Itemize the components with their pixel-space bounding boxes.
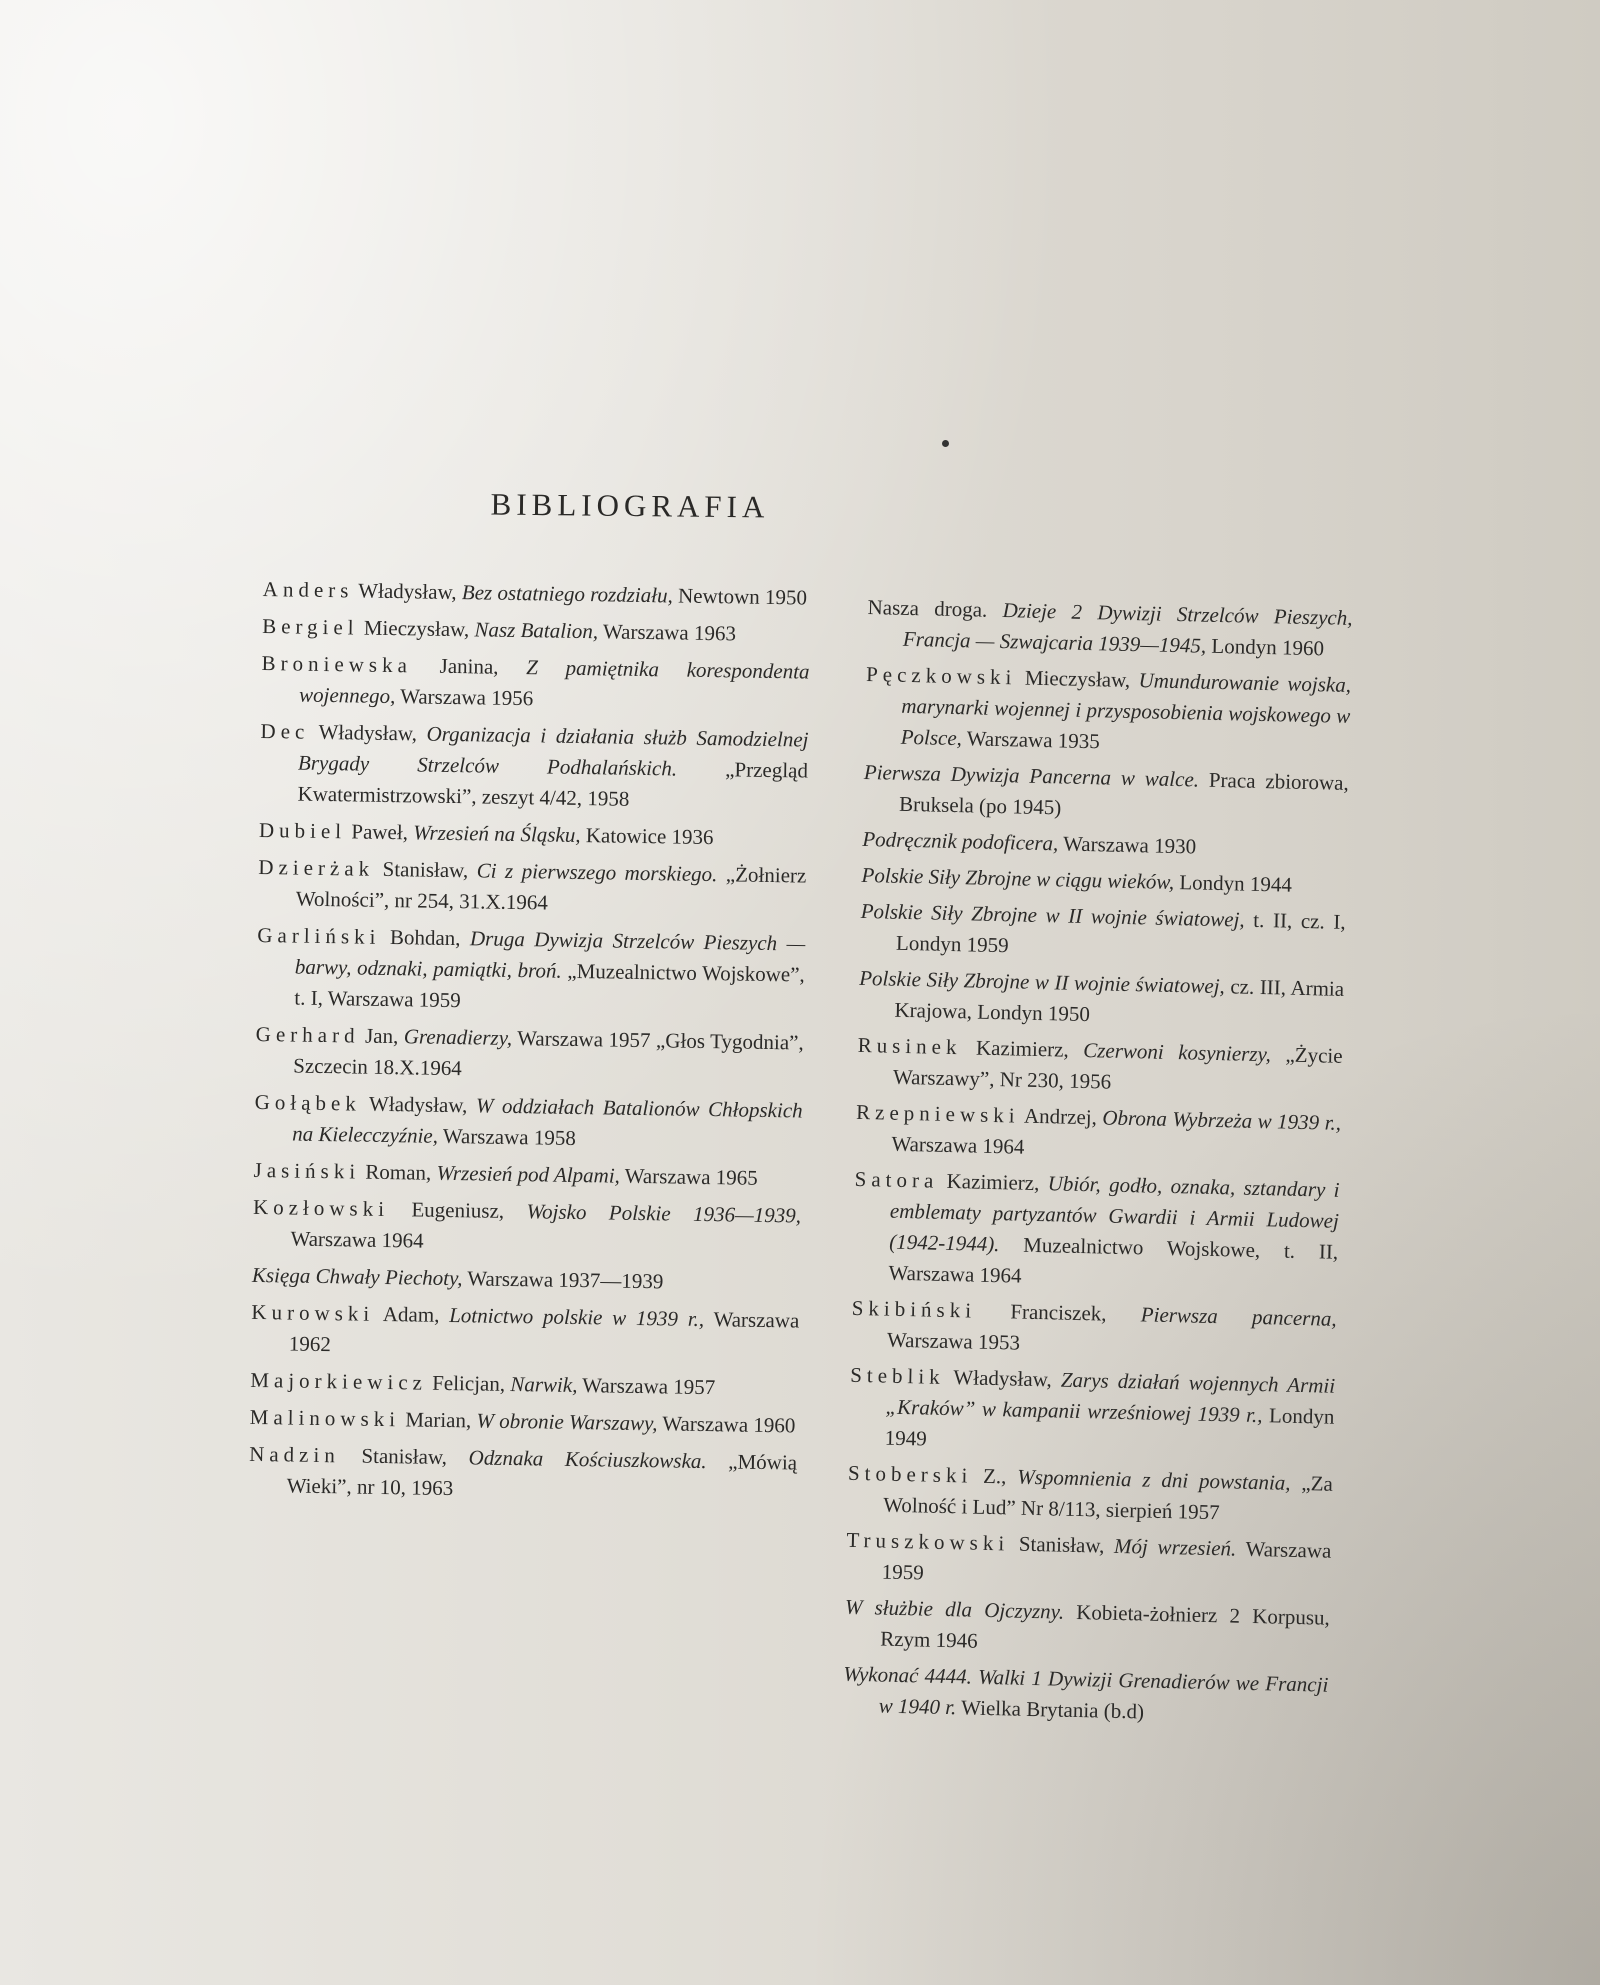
bibliography-entry	[848, 1360, 1335, 1464]
page-dot-ornament	[942, 440, 949, 447]
entry-details: Warszawa 1935	[961, 726, 1101, 754]
entry-details: Warszawa 1963	[597, 619, 737, 646]
entry-title: Odznaka Kościuszkowska.	[468, 1445, 707, 1474]
entry-author: Stoberski	[847, 1460, 973, 1488]
entry-details: „Mówią Wieki”, nr 10, 1963	[286, 1449, 798, 1501]
entry-details: Katowice 1936	[580, 823, 714, 850]
entry-text: Stanisław,	[373, 856, 477, 883]
entry-details: Warszawa 1959	[881, 1536, 1332, 1585]
entry-title: Organizacja i działania służb Samodzielnej Brygady Strzelców Podhalańskich.	[297, 721, 809, 781]
entry-title: Lotnictwo polskie w 1939 r.,	[449, 1303, 705, 1332]
bibliography-entry	[261, 648, 810, 719]
bibliography-entry	[844, 1592, 1330, 1665]
bibliography-entry	[252, 1192, 801, 1263]
bibliography-entry	[864, 659, 1351, 763]
entry-details: „Życie Warszawy”, Nr 230, 1956	[892, 1042, 1343, 1094]
entry-author: Pęczkowski	[865, 661, 1017, 690]
entry-author: Anders	[262, 576, 354, 603]
entry-author: Gerhard	[255, 1021, 360, 1048]
entry-title: Z pamiętnika korespondenta wojennego,	[298, 655, 810, 709]
entry-title: Zarys działań wojennych Armii „Kraków” w kampanii wrześniowej 1939 r.,	[885, 1367, 1336, 1428]
entry-title: W służbie dla Ojczyzny.	[844, 1594, 1065, 1624]
entry-title: Bez ostatniego rozdziału,	[461, 580, 674, 608]
bibliography-entry	[855, 1097, 1341, 1170]
bibliography-entry	[863, 757, 1349, 830]
entry-title: Wspomnienia z dni powstania,	[1017, 1464, 1291, 1495]
entry-author: Broniewska	[261, 650, 413, 678]
entry-details: „Za Wolność i Lud” Nr 8/113, sierpień 1957	[883, 1470, 1334, 1525]
entry-title: Obrona Wybrzeża w 1939 r.,	[1102, 1105, 1342, 1135]
bibliography-entry	[252, 1260, 800, 1300]
entry-details: t. II, cz. I, Londyn 1959	[895, 907, 1346, 958]
entry-text: Z.,	[972, 1463, 1018, 1489]
bibliography-entry	[867, 592, 1353, 665]
bibliography-entry	[858, 963, 1344, 1036]
bibliography-entry	[861, 860, 1347, 902]
bibliography-right-column	[842, 592, 1353, 1737]
entry-author: Steblik	[849, 1362, 945, 1389]
entry-author: Garliński	[257, 922, 381, 949]
entry-author: Dec	[260, 718, 310, 744]
entry-title: Polskie Siły Zbrojne w ciągu wieków,	[861, 862, 1175, 895]
bibliography-entry	[254, 1087, 803, 1158]
bibliography-entry	[248, 1439, 797, 1510]
entry-details: Warszawa 1957 „Głos Tygodnia”, Szczecin 18.X.1964	[293, 1025, 804, 1081]
entry-text: Stanisław,	[339, 1443, 469, 1470]
entry-details: Kobieta-żołnierz 2 Korpusu, Rzym 1946	[879, 1599, 1331, 1653]
entry-author: Kozłowski	[252, 1194, 390, 1222]
entry-text: Marian,	[399, 1407, 477, 1433]
entry-text: Mieczysław,	[358, 615, 475, 642]
entry-text: Paweł,	[345, 819, 414, 845]
page-title: BIBLIOGRAFIA	[490, 486, 770, 525]
entry-author: Dubiel	[258, 817, 347, 844]
entry-author: Rusinek	[857, 1032, 962, 1060]
bibliography-entry	[262, 611, 810, 651]
entry-author: Satora	[854, 1166, 939, 1193]
entry-details: Warszawa 1964	[891, 1131, 1025, 1159]
bibliography-left-column	[248, 574, 811, 1515]
entry-title: Podręcznik podoficera,	[862, 826, 1059, 856]
bibliography-entry	[857, 1030, 1343, 1103]
bibliography-entry	[251, 1297, 800, 1368]
entry-details: Warszawa 1953	[886, 1327, 1021, 1355]
entry-title: Czerwoni kosynierzy,	[1082, 1038, 1272, 1067]
entry-details: Londyn 1949	[884, 1403, 1335, 1451]
entry-text: Mieczysław,	[1016, 665, 1139, 693]
entry-details: „Przegląd Kwatermistrzowski”, zeszyt 4/42, 1958	[297, 756, 809, 811]
entry-title: Druga Dywizja Strzelców Pieszych — barwy, odznaki, pamiątki, broń.	[294, 926, 806, 983]
bibliography-entry	[862, 824, 1348, 866]
entry-text: Andrzej,	[1019, 1103, 1103, 1130]
entry-text: Felicjan,	[426, 1370, 511, 1396]
entry-text: Janina,	[411, 653, 527, 680]
bibliography-entry	[258, 852, 807, 923]
entry-title: W oddziałach Batalionów Chłopskich na Kielecczyźnie,	[292, 1093, 803, 1148]
entry-details: „Muzealnictwo Wojskowe”, t. I, Warszawa 1959	[294, 958, 805, 1013]
entry-author: Truszkowski	[846, 1527, 1010, 1556]
entry-details: Warszawa 1965	[619, 1163, 758, 1190]
entry-author: Gołąbek	[254, 1089, 362, 1116]
entry-title: Pierwsza pancerna,	[1140, 1302, 1337, 1331]
entry-text: Nasza droga.	[867, 594, 1003, 623]
entry-details: Warszawa 1964	[290, 1226, 424, 1253]
entry-text: Franciszek,	[975, 1298, 1142, 1327]
bibliography-entry	[259, 716, 808, 818]
bibliography-entry	[845, 1525, 1331, 1598]
entry-title: Wrzesień pod Alpami,	[436, 1160, 621, 1188]
entry-title: Ubiór, godło, oznaka, sztandary i emblematy partyzantów Gwardii i Armii Ludowej (1942-1944).	[888, 1171, 1340, 1257]
entry-author: Jasiński	[253, 1157, 361, 1184]
entry-details: Newtown 1950	[672, 583, 808, 610]
bibliography-entry	[263, 574, 811, 614]
entry-author: Dzierżak	[258, 854, 375, 881]
entry-text: Roman,	[359, 1159, 437, 1185]
entry-title: Wrzesień na Śląsku,	[413, 820, 581, 848]
entry-details: Warszawa 1962	[288, 1307, 800, 1357]
bibliography-entry	[842, 1659, 1328, 1732]
entry-details: Warszawa 1930	[1058, 831, 1197, 859]
entry-title: Polskie Siły Zbrojne w II wojnie światowej,	[858, 965, 1226, 999]
entry-title: Narwik,	[510, 1371, 578, 1398]
entry-details: Muzealnictwo Wojskowe, t. II, Warszawa 1964	[888, 1232, 1339, 1288]
entry-text: Kazimierz,	[961, 1035, 1084, 1062]
entry-details: „Żołnierz Wolności”, nr 254, 31.X.1964	[295, 862, 807, 915]
entry-title: Umundurowanie wojska, marynarki wojennej i przysposobienia wojskowego w Polsce,	[900, 668, 1352, 751]
entry-details: Londyn 1960	[1205, 633, 1325, 661]
bibliography-entry	[250, 1365, 798, 1405]
entry-author: Malinowski	[249, 1404, 401, 1432]
entry-details: cz. III, Armia Krajowa, Londyn 1950	[894, 974, 1345, 1027]
bibliography-entry	[255, 1019, 804, 1090]
entry-title: Pierwsza Dywizja Pancerna w walce.	[863, 759, 1200, 792]
entry-title: Nasz Batalion,	[474, 617, 599, 644]
entry-text: Władysław,	[353, 578, 463, 605]
entry-text: Kazimierz,	[938, 1168, 1048, 1196]
entry-text: Władysław,	[360, 1091, 477, 1118]
entry-details: Wielka Brytania (b.d)	[956, 1695, 1145, 1724]
entry-text: Władysław,	[309, 719, 427, 746]
entry-title: Polskie Siły Zbrojne w II wojnie światowej,	[860, 898, 1245, 932]
entry-title: Wojsko Polskie 1936—1939,	[526, 1199, 802, 1228]
entry-title: Ci z pierwszego morskiego.	[476, 858, 718, 887]
entry-title: Mój wrzesień.	[1113, 1533, 1237, 1561]
entry-details: Praca zbiorowa, Bruksela (po 1945)	[898, 767, 1350, 820]
entry-text: Stanisław,	[1008, 1531, 1115, 1558]
bibliography-entry	[259, 815, 807, 855]
entry-details: Warszawa 1956	[395, 684, 534, 711]
entry-text: Jan,	[359, 1023, 405, 1049]
entry-title: Grenadierzy,	[403, 1024, 513, 1050]
entry-text: Bohdan,	[380, 924, 471, 951]
entry-author: Bergiel	[261, 613, 359, 640]
entry-text: Eugeniusz,	[388, 1197, 527, 1224]
bibliography-entry	[250, 1402, 798, 1442]
entry-text: Władysław,	[944, 1364, 1062, 1392]
bibliography-entry	[852, 1164, 1340, 1299]
bibliography-entry	[851, 1293, 1337, 1366]
bibliography-entry	[256, 920, 805, 1022]
entry-title: W obronie Warszawy,	[476, 1408, 658, 1436]
entry-author: Skibiński	[851, 1295, 977, 1323]
bibliography-entry	[847, 1458, 1333, 1531]
entry-details: Warszawa 1937—1939	[462, 1266, 664, 1294]
entry-author: Nadzin	[248, 1441, 341, 1468]
entry-author: Rzepniewski	[855, 1099, 1020, 1128]
entry-author: Majorkiewicz	[250, 1367, 428, 1395]
entry-details: Warszawa 1960	[657, 1411, 796, 1438]
entry-details: Londyn 1944	[1173, 870, 1293, 897]
bibliography-entry	[860, 896, 1346, 969]
entry-details: Warszawa 1958	[437, 1123, 577, 1150]
entry-title: Dzieje 2 Dywizji Strzelców Pieszych, Francja — Szwajcaria 1939—1945,	[902, 598, 1353, 658]
bibliography-entry	[253, 1155, 801, 1195]
entry-author: Kurowski	[251, 1299, 375, 1326]
entry-title: Księga Chwały Piechoty,	[251, 1262, 463, 1291]
entry-title: Wykonać 4444. Walki 1 Dywizji Grenadierów we Francji w 1940 r.	[843, 1661, 1329, 1720]
entry-details: Warszawa 1957	[577, 1373, 716, 1400]
entry-text: Adam,	[374, 1301, 450, 1328]
